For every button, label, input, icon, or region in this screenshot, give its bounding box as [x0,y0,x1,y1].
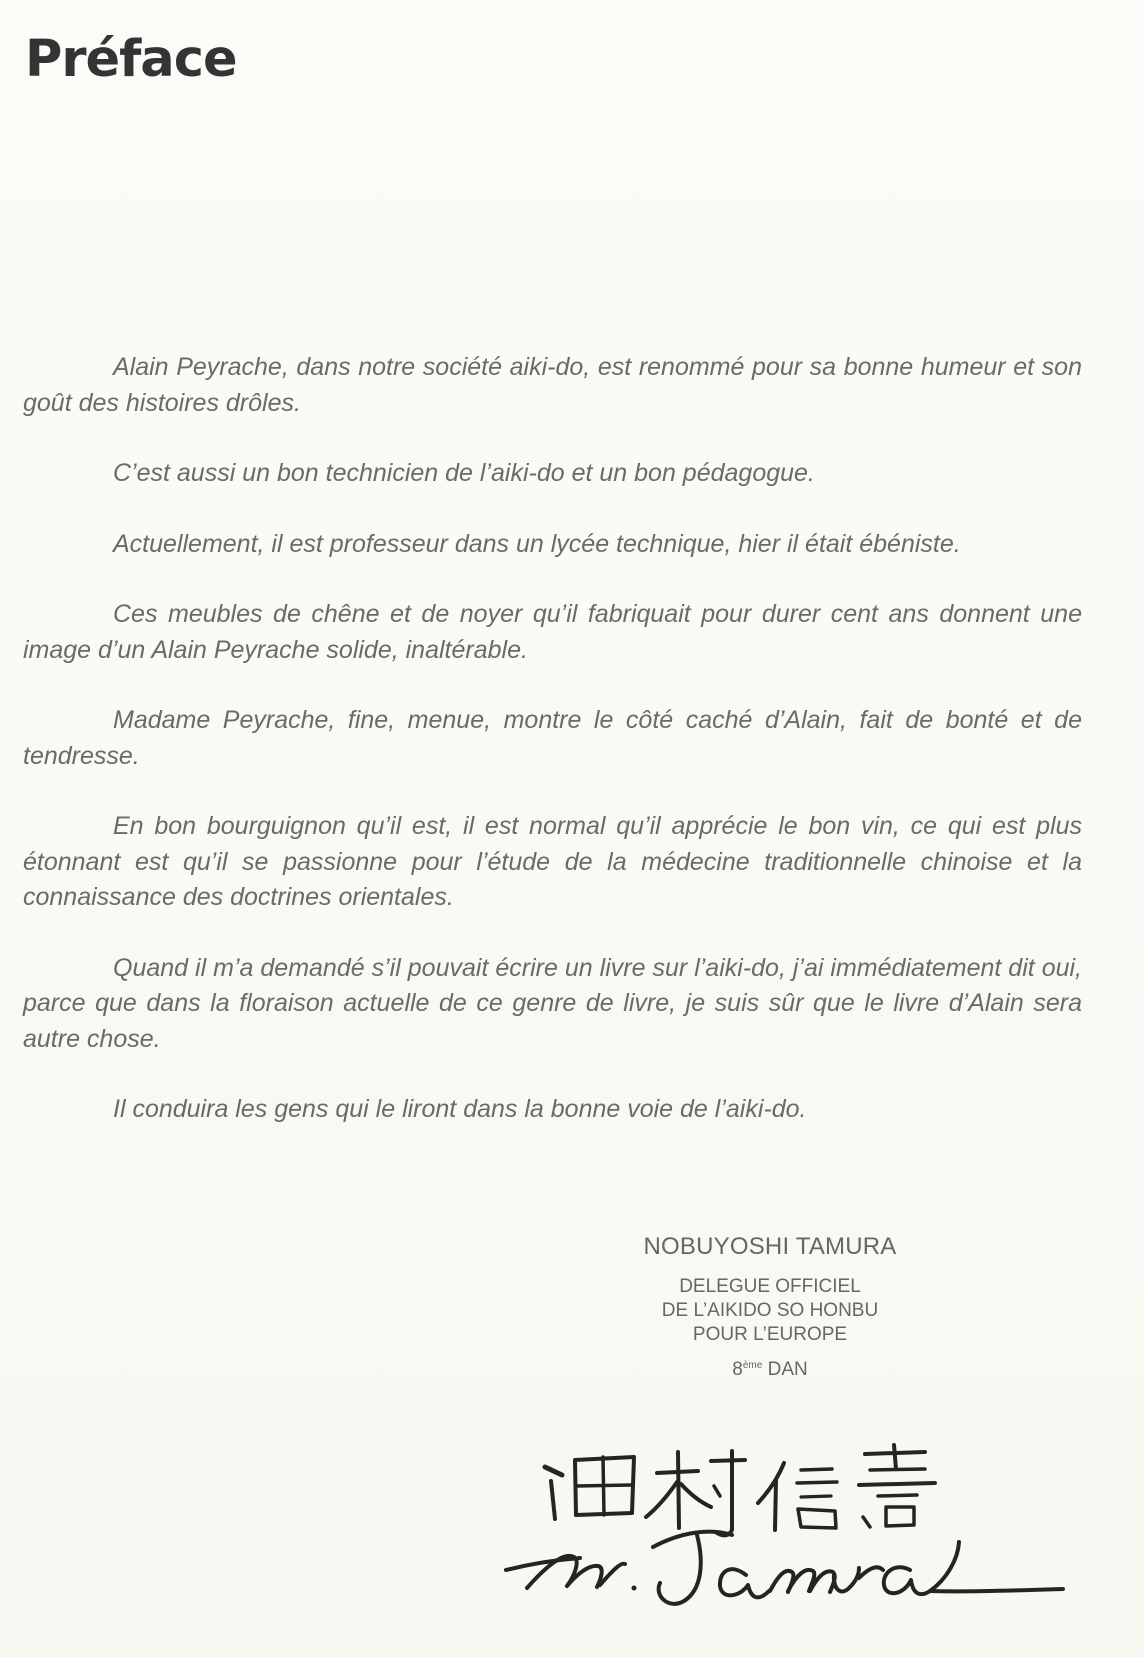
signatory-title-line-2: DE L’AIKIDO SO HONBU [661,1300,879,1321]
paragraph-8: Il conduira les gens qui le liront dans la bonne voie de l’aiki-do. [113,1095,807,1123]
signatory-title-line-3: POUR L’EUROPE [692,1324,848,1345]
paragraph-2: C’est aussi un bon technicien de l’aiki-do et un bon pédagogue. [113,459,815,487]
signature-block [600,1233,940,1381]
paragraph-7: Quand il m’a demandé s’il pouvait écrire un livre sur l’aiki-do, j’ai immédiatement dit oui, parce que dans la floraison actuelle de ce genre de livre, je suis sûr que le livre d’Alain sera autre chose. [23,953,1082,1053]
paragraph-1: Alain Peyrache, dans notre société aiki-do, est renommé pour sa bonne humeur et son goût des histoires drôles. [23,353,1082,417]
paragraph-5: Madame Peyrache, fine, menue, montre le côté caché d’Alain, fait de bonté et de tendresse. [23,706,1082,770]
preface-body [23,350,1082,1163]
signatory-rank [600,1359,940,1381]
paragraph-4: Ces meubles de chêne et de noyer qu’il fabriquait pour durer cent ans donnent une image d’un Alain Peyrache solide, inaltérable. [23,600,1082,664]
handwritten-signature [500,1425,1090,1630]
paragraph-6: En bon bourguignon qu’il est, il est normal qu’il apprécie le bon vin, ce qui est plus étonnant est qu’il se passionne pour l’étude de la médecine traditionnelle chinoise et la connaissance des doctrines orientales. [23,812,1082,911]
signatory-title-line-1: DELEGUE OFFICIEL [679,1276,861,1297]
page-title: Préface [25,30,237,89]
signature-strokes [500,1425,1090,1630]
rank-label: DAN [767,1359,808,1380]
rank-suffix: ème [742,1360,763,1371]
paragraph-3: Actuellement, il est professeur dans un lycée technique, hier il était ébéniste. [113,529,961,558]
rank-number: 8 [732,1359,743,1380]
signatory-name: NOBUYOSHI TAMURA [643,1233,897,1260]
